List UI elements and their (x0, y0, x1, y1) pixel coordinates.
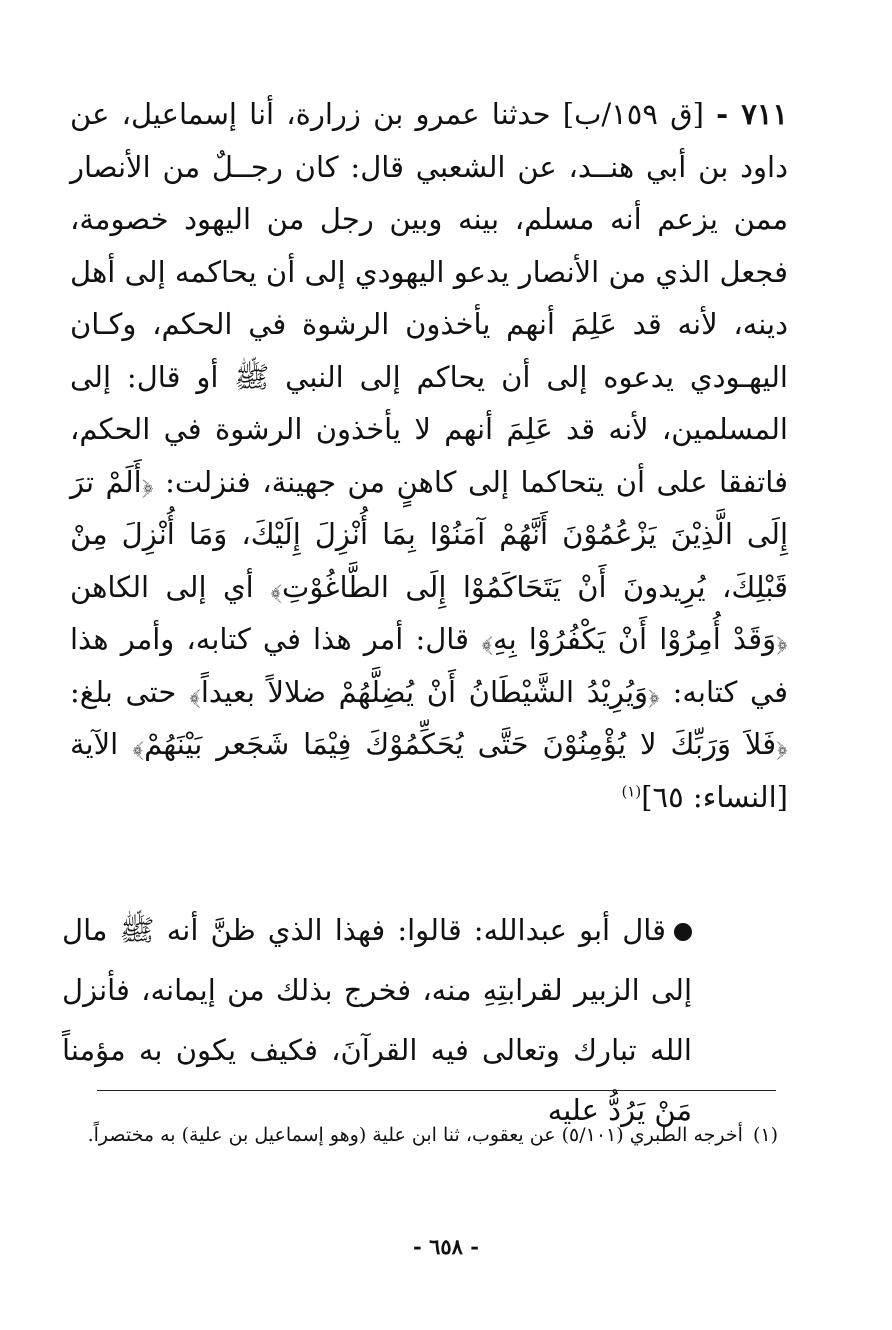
footnote-number: (١) (752, 1124, 778, 1146)
footnote-text: أخرجه الطبري (٥/١٠١) عن يعقوب، ثنا ابن علية (وهو إسماعيل بن علية) به مختصراً. (87, 1124, 743, 1146)
commentary-paragraph (62, 900, 692, 1140)
bullet-dot-icon (674, 923, 692, 941)
hadith-text: [ق ١٥٩/ب] حدثنا عمرو بن زرارة، أنا إسماعيل، عن داود بن أبي هنــد، عن الشعبي قال: كان رجــلٌ من الأنصار ممن يزعم أنه مسلم، بينه وبين رجل من اليهود خصومة، فجعل الذي من الأنصار يدعو اليهودي إلى أن يحاكمه إلى أهل دينه، لأنه قد عَلِمَ أنهم يأخذون الرشوة في الحكم، وكـان اليهـودي يدعوه إلى أن يحاكم إلى النبي ﷺ أو قال: إلى المسلمين، لأنه قد عَلِمَ أنهم لا يأخذون الرشوة في الحكم، فاتفقا على أن يتحاكما إلى كاهنٍ من جهينة، فنزلت: ﴿أَلَمْ ترَ إِلَى الَّذِيْنَ يَزْعُمُوْنَ أَنَّهُمْ آمَنُوْا بِمَا أُنْزِلَ إِلَيْكَ، وَمَا أُنْزِلَ مِنْ قَبْلِكَ، يُرِيدونَ أَنْ يَتَحَاكَمُوْا إِلَى الطَّاغُوْتِ﴾ أي إلى الكاهن ﴿وَقَدْ أُمِرُوْا أَنْ يَكْفُرُوْا بِهِ﴾ قال: أمر هذا في كتابه، وأمر هذا في كتابه: ﴿وَيُرِيْدُ الشَّيْطَانُ أَنْ يُضِلَّهُمْ ضلالاً بعيداً﴾ حتى بلغ: ﴿فَلاَ وَرَبِّكَ لا يُؤْمِنُوْنَ حَتَّى يُحَكِّمُوْكَ فِيْمَا شَجَعر بَيْنَهُمْ﴾ الآية [النساء: ٦٥] (70, 97, 788, 814)
footnote-reference-marker: (١) (621, 781, 642, 800)
hadith-number: ٧١١ - (716, 97, 789, 131)
page-number: - ٦٥٨ - (413, 1234, 479, 1259)
commentary-text: قال أبو عبدالله: قالوا: فهذا الذي ظنَّ أنه ﷺ مال إلى الزبير لقرابتِهِ منه، فخرج بذلك من إيمانه، فأنزل الله تبارك وتعالى فيه القرآنَ، فكيف يكون به مؤمناً مَنْ يَرُدُّ عليه (62, 913, 692, 1127)
footnote-divider (97, 1090, 776, 1091)
footnote (58, 1118, 778, 1152)
hadith-paragraph (70, 88, 788, 823)
